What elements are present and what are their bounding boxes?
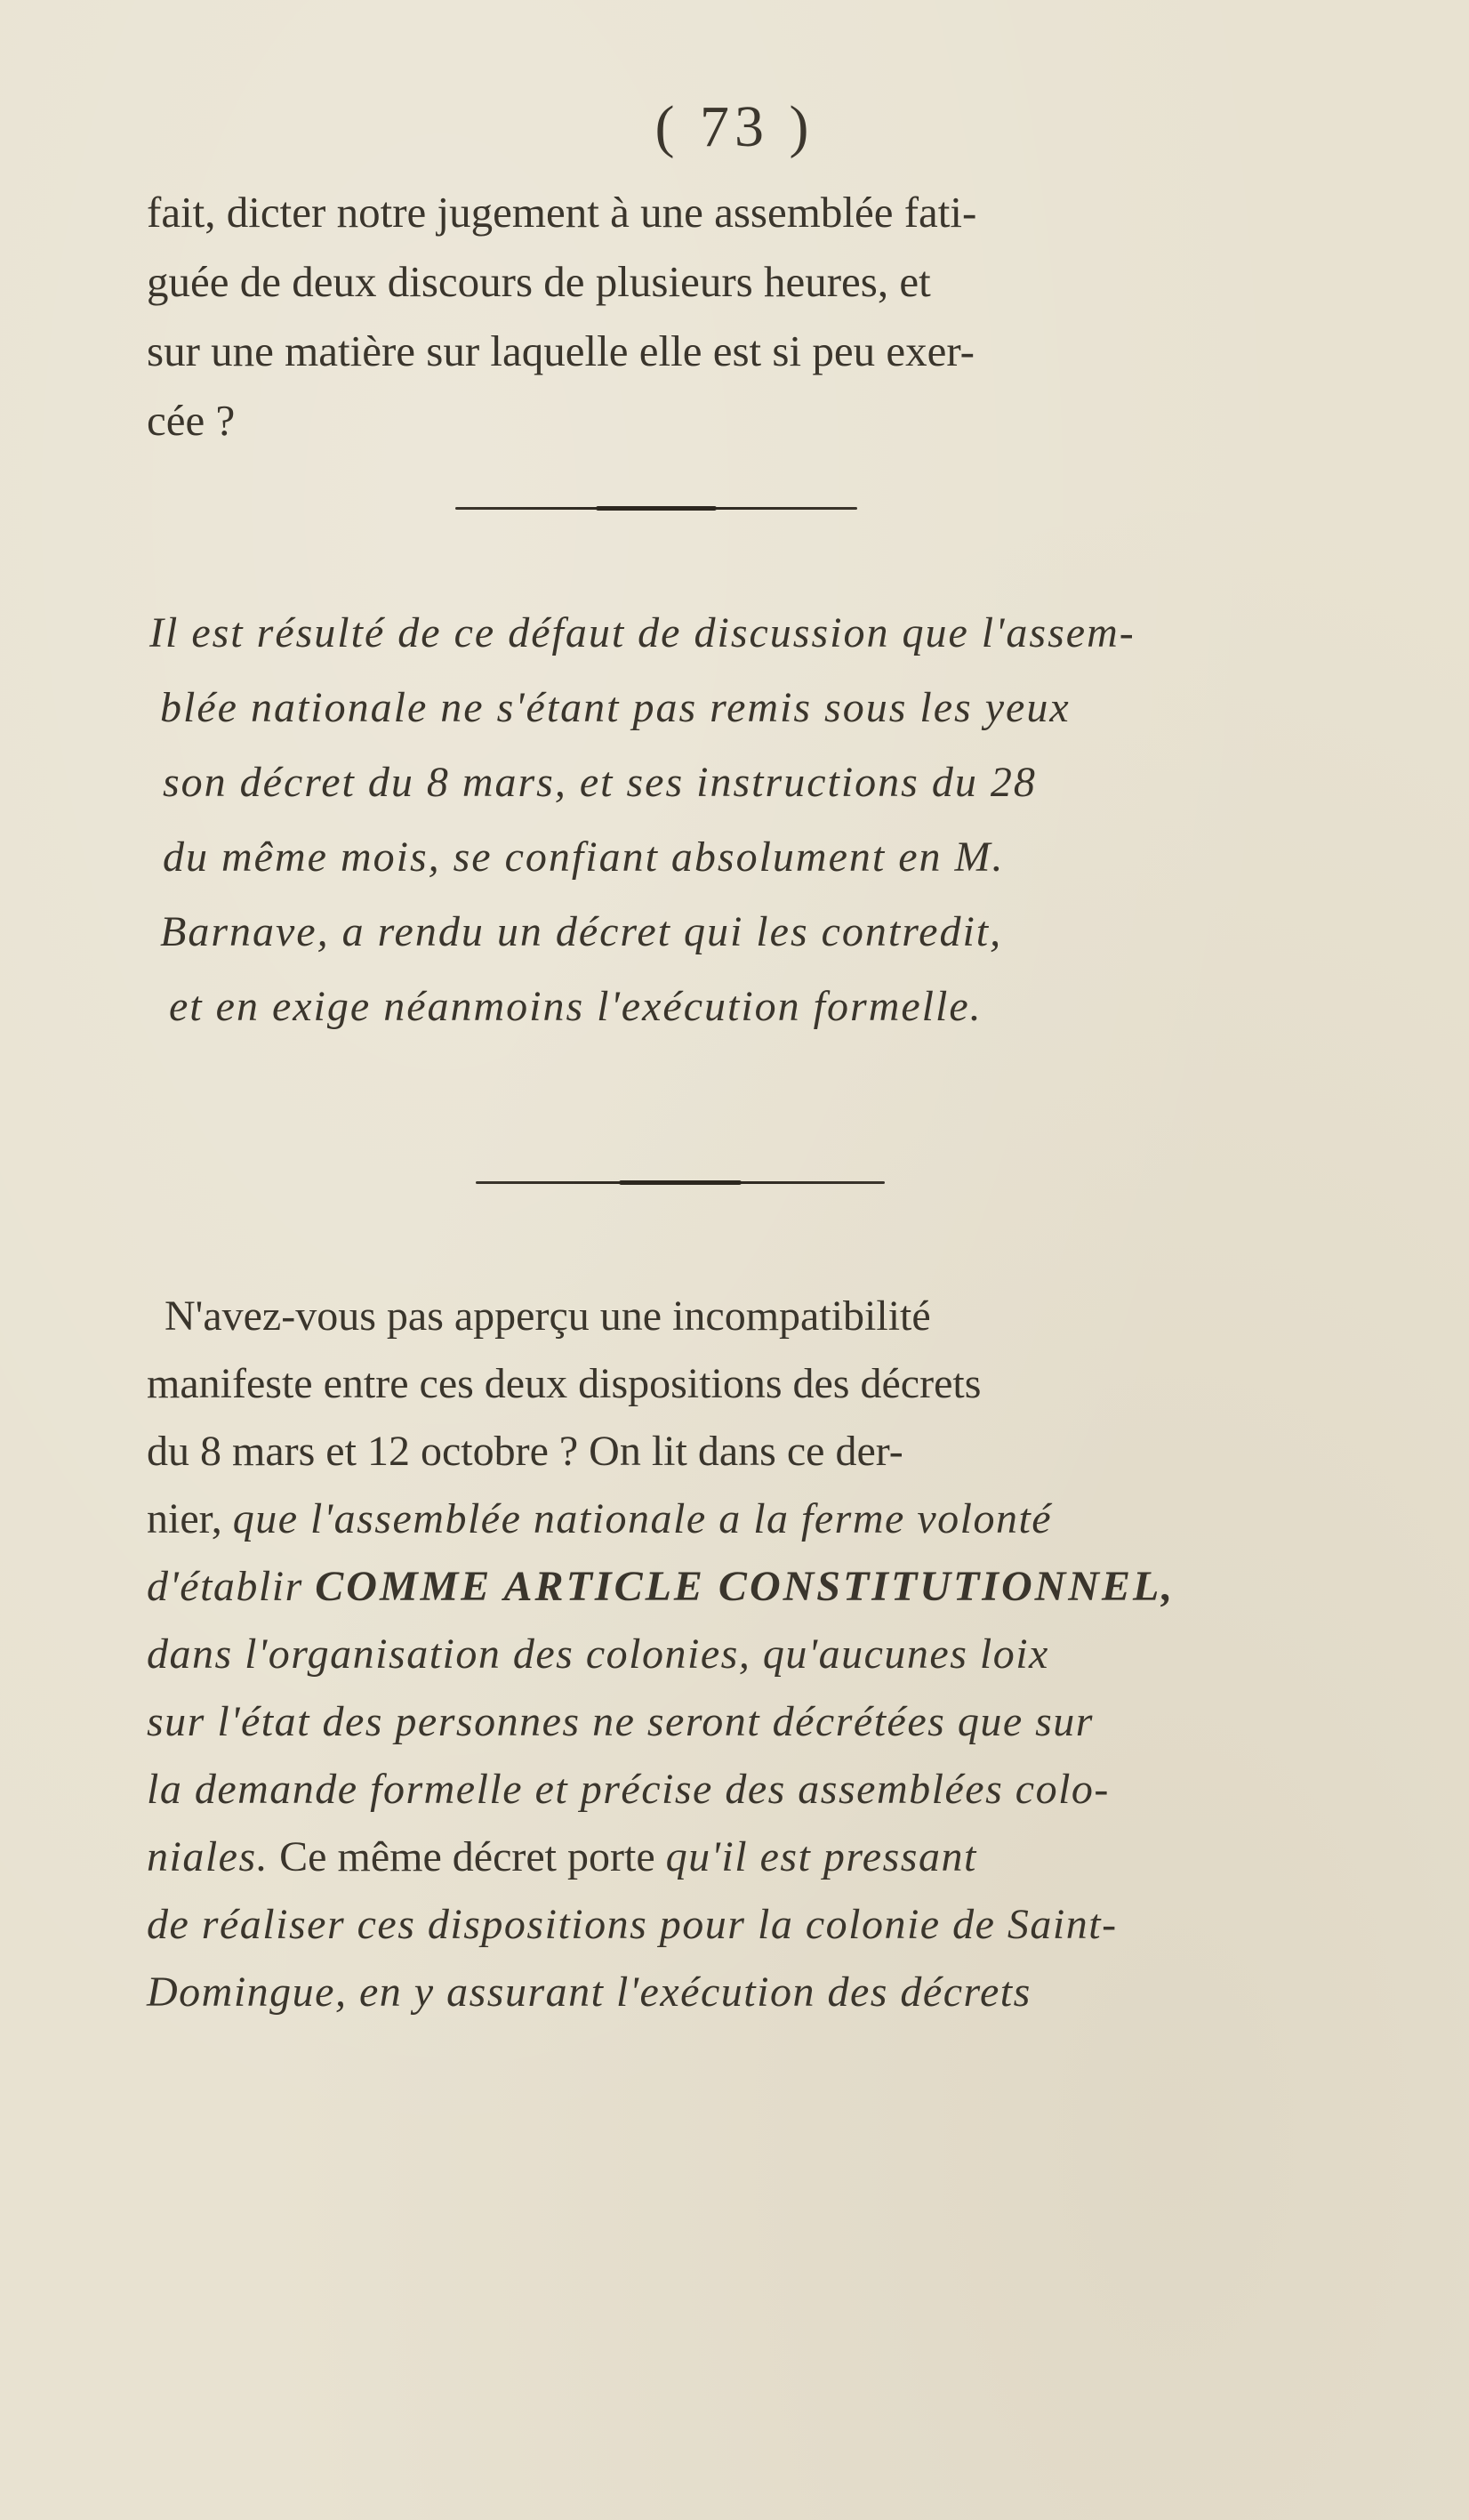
text-line: sur une matière sur laquelle elle est si peu exer- xyxy=(147,326,975,375)
text-line: sur l'état des personnes ne seront décrétées que sur xyxy=(147,1698,1094,1745)
page-number: ( 73 ) xyxy=(654,94,815,159)
text-line: et en exige néanmoins l'exécution formelle. xyxy=(169,983,983,1030)
text-line: N'avez-vous pas apperçu une incompatibilité xyxy=(165,1292,931,1340)
text-line: cée ? xyxy=(147,396,236,445)
paragraph-1 xyxy=(147,178,1254,455)
text-roman: nier, xyxy=(147,1495,233,1542)
text-italic: qu'il est pressant xyxy=(665,1833,977,1880)
text-line: du 8 mars et 12 octobre ? On lit dans ce der- xyxy=(147,1428,903,1475)
paragraph-2 xyxy=(149,596,1256,1044)
text-line xyxy=(147,1485,1254,1553)
text-line xyxy=(147,1553,1254,1621)
text-line: fait, dicter notre jugement à une assemblée fati- xyxy=(147,188,977,237)
text-line xyxy=(147,1824,1254,1891)
text-line: de réaliser ces dispositions pour la colonie de Saint- xyxy=(147,1901,1118,1948)
text-line: la demande formelle et précise des assemblées colo- xyxy=(147,1766,1110,1813)
text-line: dans l'organisation des colonies, qu'aucunes loix xyxy=(147,1630,1049,1678)
section-divider-rule xyxy=(476,1181,885,1184)
text-italic: d'établir xyxy=(147,1563,316,1610)
text-line: guée de deux discours de plusieurs heures, et xyxy=(147,257,931,306)
text-small-caps: COMME ARTICLE CONSTITUTIONNEL, xyxy=(315,1563,1176,1610)
text-line: Il est résulté de ce défaut de discussion que l'assem- xyxy=(149,609,1136,656)
text-italic: niales. xyxy=(147,1833,269,1880)
text-line: son décret du 8 mars, et ses instructions du 28 xyxy=(163,759,1037,806)
text-line: Barnave, a rendu un décret qui les contredit, xyxy=(160,908,1003,955)
text-line: Domingue, en y assurant l'exécution des décrets xyxy=(147,1968,1032,2016)
text-roman: Ce même décret porte xyxy=(269,1833,666,1880)
section-divider-rule xyxy=(455,507,857,510)
text-line: blée nationale ne s'étant pas remis sous les yeux xyxy=(160,684,1071,731)
text-italic: que l'assemblée nationale a la ferme volonté xyxy=(232,1495,1053,1542)
paragraph-3 xyxy=(147,1283,1254,2026)
text-line: du même mois, se confiant absolument en M. xyxy=(163,833,1005,881)
text-line: manifeste entre ces deux dispositions des décrets xyxy=(147,1360,982,1407)
